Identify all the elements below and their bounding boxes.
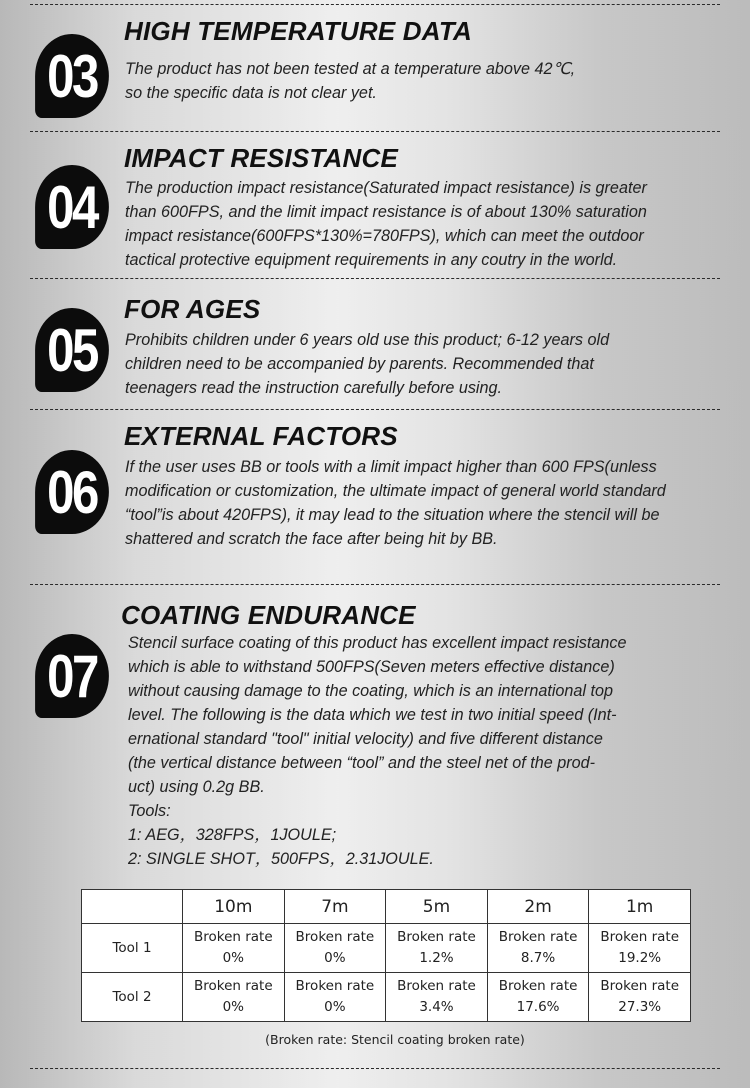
cell-label: Broken rate [498, 978, 578, 994]
body-line: Tools: [128, 802, 171, 820]
body-line: The production impact resistance(Saturated impact resistance) is greater [125, 179, 647, 197]
divider [30, 278, 720, 279]
body-line: Prohibits children under 6 years old use this product; 6-12 years old [125, 331, 610, 349]
table-cell [183, 924, 285, 973]
cell-value: 3.4% [419, 999, 454, 1015]
tool-label: Tool 2 [82, 973, 183, 1022]
table-cell [386, 973, 488, 1022]
table-cell [487, 924, 589, 973]
table-row [82, 924, 691, 973]
table-row [82, 973, 691, 1022]
body-line: The product has not been tested at a temperature above 42℃, [125, 60, 576, 78]
section-body [125, 57, 735, 105]
divider [30, 131, 720, 132]
section-title: FOR AGES [124, 294, 261, 324]
table-header-row [82, 890, 691, 924]
body-line: without causing damage to the coating, which is an international top [128, 682, 614, 700]
section-number-badge: 03 [35, 34, 109, 118]
table-header-cell: 10m [183, 890, 285, 924]
cell-label: Broken rate [295, 929, 375, 945]
table-caption: (Broken rate: Stencil coating broken rate) [265, 1032, 525, 1047]
table-cell [487, 973, 589, 1022]
body-line: teenagers read the instruction carefully before using. [125, 379, 503, 397]
table-cell [589, 924, 691, 973]
cell-label: Broken rate [600, 929, 680, 945]
broken-rate-table [81, 889, 691, 1022]
table-header-cell: 2m [487, 890, 589, 924]
table-cell [284, 924, 386, 973]
body-line: uct) using 0.2g BB. [128, 778, 265, 796]
table-header-cell: 5m [386, 890, 488, 924]
divider [30, 1068, 720, 1069]
body-line: so the specific data is not clear yet. [125, 84, 377, 102]
section-title: IMPACT RESISTANCE [124, 143, 399, 173]
cell-value: 0% [222, 999, 244, 1015]
cell-label: Broken rate [193, 978, 273, 994]
cell-value: 0% [324, 999, 346, 1015]
table-header-cell: 7m [284, 890, 386, 924]
cell-value: 0% [324, 950, 346, 966]
cell-label: Broken rate [193, 929, 273, 945]
body-line: which is able to withstand 500FPS(Seven meters effective distance) [128, 658, 615, 676]
divider [30, 409, 720, 410]
divider [30, 584, 720, 585]
table-header-cell [82, 890, 183, 924]
body-line: shattered and scratch the face after being hit by BB. [125, 530, 498, 548]
body-line: modification or customization, the ultimate impact of general world standard [125, 482, 666, 500]
section-body [128, 631, 738, 871]
body-line: level. The following is the data which we test in two initial speed (Int- [128, 706, 617, 724]
table-header-cell: 1m [589, 890, 691, 924]
cell-label: Broken rate [397, 929, 476, 945]
body-line: than 600FPS, and the limit impact resistance is of about 130% saturation [125, 203, 647, 221]
body-line: impact resistance(600FPS*130%=780FPS), which can meet the outdoor [125, 227, 644, 245]
cell-label: Broken rate [397, 978, 476, 994]
body-line: ernational standard "tool" initial velocity) and five different distance [128, 730, 603, 748]
table-cell [589, 973, 691, 1022]
section-number-badge: 04 [35, 165, 109, 249]
body-line: 2: SINGLE SHOT，500FPS，2.31JOULE. [128, 850, 434, 868]
section-body [125, 455, 735, 551]
body-line: (the vertical distance between “tool” and the steel net of the prod- [128, 754, 596, 772]
table-cell [284, 973, 386, 1022]
section-title: EXTERNAL FACTORS [124, 421, 398, 451]
cell-label: Broken rate [600, 978, 680, 994]
body-line: If the user uses BB or tools with a limit impact higher than 600 FPS(unless [125, 458, 657, 476]
body-line: 1: AEG，328FPS，1JOULE; [128, 826, 337, 844]
section-number-badge: 05 [35, 308, 109, 392]
section-number-badge: 07 [35, 634, 109, 718]
table-cell [386, 924, 488, 973]
cell-value: 17.6% [516, 999, 560, 1015]
section-body [125, 176, 735, 272]
section-title: HIGH TEMPERATURE DATA [124, 16, 472, 46]
cell-label: Broken rate [295, 978, 375, 994]
table-cell [183, 973, 285, 1022]
cell-value: 0% [222, 950, 244, 966]
cell-value: 1.2% [419, 950, 454, 966]
section-number-badge: 06 [35, 450, 109, 534]
body-line: “tool”is about 420FPS), it may lead to the situation where the stencil will be [125, 506, 660, 524]
body-line: Stencil surface coating of this product has excellent impact resistance [128, 634, 627, 652]
tool-label: Tool 1 [82, 924, 183, 973]
cell-value: 19.2% [618, 950, 662, 966]
cell-label: Broken rate [498, 929, 578, 945]
cell-value: 8.7% [520, 950, 556, 966]
cell-value: 27.3% [618, 999, 662, 1015]
body-line: children need to be accompanied by parents. Recommended that [125, 355, 594, 373]
divider [30, 4, 720, 5]
section-title: COATING ENDURANCE [121, 600, 416, 630]
section-body [125, 328, 735, 400]
body-line: tactical protective equipment requirements in any coutry in the world. [125, 251, 618, 269]
